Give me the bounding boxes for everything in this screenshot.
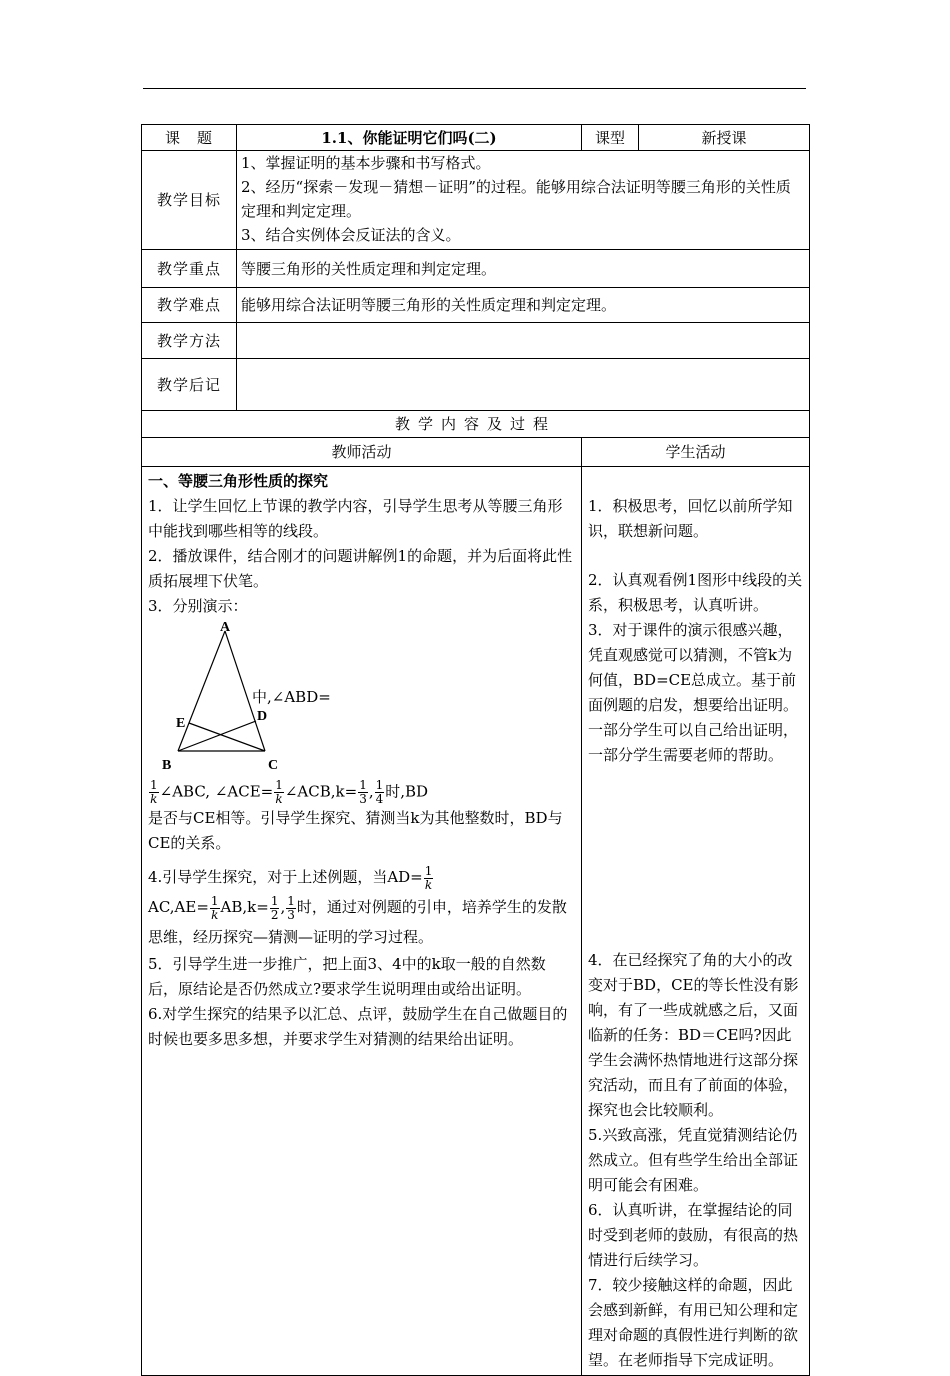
fraction-1-2: $\frac{1}{2}$	[270, 893, 279, 922]
student-p3: 3．对于课件的演示很感兴趣，凭直观感觉可以猜测，不管k为何值，BD=CE总成立。基于前面例题的启发，想要给出证明。一部分学生可以自己给出证明，一部分学生需要老师的帮助。	[588, 621, 799, 764]
difficulty-label: 教学难点	[142, 288, 237, 323]
point-e: E	[176, 716, 186, 731]
student-p7: 7．较少接触这样的命题，因此会感到新鲜，有用已知公理和定理对命题的真假性进行判断的欲望。在老师指导下完成证明。	[588, 1276, 799, 1369]
teacher-p3-continued: 是否与CE相等。引导学生探究、猜测当k为其他整数时，BD与CE的关系。	[148, 809, 563, 852]
student-p4: 4．在已经探究了角的大小的改变对于BD，CE的等长性没有影响，有了一些成就感之后，又面临新的任务：BD＝CE吗?因此学生会满怀热情地进行这部分探究活动，而且有了前面的体验，探究也会比较顺利。	[588, 951, 799, 1119]
notes-label: 教学后记	[142, 359, 237, 411]
key-value: 等腰三角形的关性质定理和判定定理。	[237, 250, 810, 288]
teacher-p6: 6.对学生探究的结果予以汇总、点评，鼓励学生在自己做题目的时候也要多思多想，并要求学生对猜测的结果给出证明。	[148, 1005, 568, 1048]
angle-abd-text: 中,∠ABD=	[252, 688, 331, 706]
segment-bd	[178, 721, 256, 751]
triangle-figure	[148, 619, 575, 779]
method-label: 教学方法	[142, 323, 237, 359]
teacher-p4: 4.引导学生探究，对于上述例题，当AD= $\frac{1}{k}$ AC,AE= $\frac{1}{k}$ AB,k= $\frac{1}{2}$ , $\frac{1}{3}$ 时，通过对例题的引申，培养学生的发散思维，经历探究—猜测—证明的学习过程。	[148, 863, 567, 946]
teacher-p5: 5．引导学生进一步推广，把上面3、4中的k取一般的自然数后，原结论是否仍然成立?要求学生说明理由或给出证明。	[148, 955, 546, 998]
goal-2: 2、经历“探索－发现－猜想－证明”的过程。能够用综合法证明等腰三角形的关性质定理和判定定理。	[241, 178, 791, 220]
teacher-p2: 2．播放课件，结合刚才的问题讲解例1的命题，并为后面将此性质拓展埋下伏笔。	[148, 547, 573, 590]
fraction-1-k-b: $\frac{1}{k}$	[275, 778, 283, 806]
fraction-1-3: $\frac{1}{3}$	[359, 778, 367, 806]
method-value	[237, 323, 810, 359]
side-ab	[178, 631, 225, 751]
goal-3: 3、结合实例体会反证法的含义。	[241, 226, 461, 244]
teacher-heading: 一、等腰三角形性质的探究	[148, 472, 329, 490]
teacher-p3: 3．分别演示：	[148, 597, 248, 615]
fraction-1-4: $\frac{1}{4}$	[375, 778, 384, 806]
student-activities	[582, 467, 810, 1376]
goals-label: 教学目标	[142, 151, 237, 250]
difficulty-value: 能够用综合法证明等腰三角形的关性质定理和判定定理。	[237, 288, 810, 323]
goal-1: 1、掌握证明的基本步骤和书写格式。	[241, 154, 491, 172]
point-d: D	[257, 709, 268, 724]
fraction-1-k: $\frac{1}{k}$	[150, 778, 158, 806]
topic-title: 1.1、你能证明它们吗(二)	[237, 125, 582, 151]
vertex-c: C	[268, 758, 279, 773]
fraction-ad: $\frac{1}{k}$	[424, 863, 433, 892]
vertex-b: B	[162, 758, 172, 773]
student-p1: 1．积极思考，回忆以前所学知识，联想新问题。	[588, 497, 793, 540]
notes-value	[237, 359, 810, 411]
fraction-1-3-b: $\frac{1}{3}$	[287, 893, 295, 922]
teacher-activities	[142, 467, 582, 1376]
student-p2: 2．认真观看例1图形中线段的关系，积极思考，认真听讲。	[588, 571, 803, 614]
teacher-header: 教师活动	[142, 438, 582, 467]
type-label: 课型	[582, 125, 639, 151]
teacher-p3-formula: $\frac{1}{k}$ ∠ABC, ∠ACE= $\frac{1}{k}$ ∠ACB,k= $\frac{1}{3}$ , $\frac{1}{4}$ 时,BD	[150, 778, 429, 806]
vertex-a: A	[220, 620, 231, 635]
type-value: 新授课	[639, 125, 810, 151]
student-p6: 6．认真听讲，在掌握结论的同时受到老师的鼓励，有很高的热情进行后续学习。	[588, 1201, 799, 1269]
student-p5: 5.兴致高涨，凭直觉猜测结论仍然成立。但有些学生给出全部证明可能会有困难。	[588, 1126, 799, 1194]
section-title: 教学内容及过程	[142, 411, 810, 438]
header-rule	[143, 88, 806, 89]
key-label: 教学重点	[142, 250, 237, 288]
lesson-plan-table	[141, 124, 810, 1376]
teacher-p1: 1．让学生回忆上节课的教学内容，引导学生思考从等腰三角形中能找到哪些相等的线段。	[148, 497, 563, 540]
topic-label: 课 题	[142, 125, 237, 151]
fraction-ae: $\frac{1}{k}$	[210, 893, 219, 922]
segment-ce	[189, 723, 265, 751]
student-header: 学生活动	[582, 438, 810, 467]
